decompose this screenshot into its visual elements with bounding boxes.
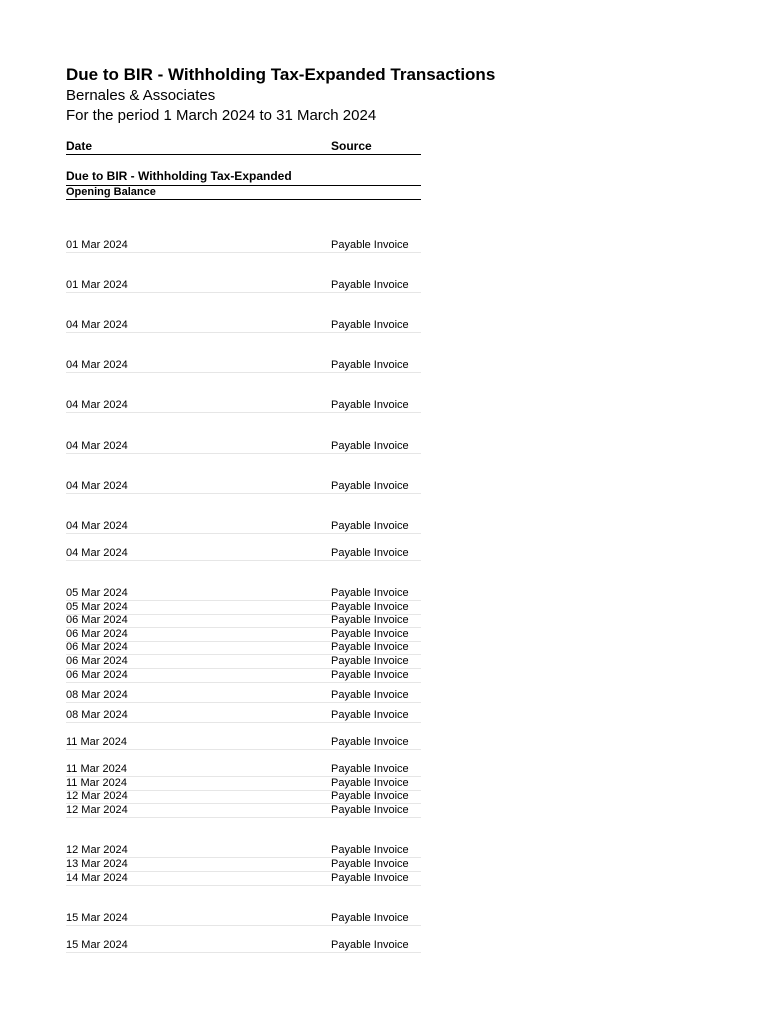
row-date: 15 Mar 2024 (66, 939, 128, 951)
row-date: 04 Mar 2024 (66, 520, 128, 532)
row-source: Payable Invoice (331, 804, 409, 816)
row-source: Payable Invoice (331, 939, 409, 951)
row-source: Payable Invoice (331, 641, 409, 653)
row-source: Payable Invoice (331, 319, 409, 331)
table-row (66, 561, 421, 601)
row-source: Payable Invoice (331, 239, 409, 251)
row-date: 13 Mar 2024 (66, 858, 128, 870)
table-row (66, 253, 421, 293)
report-period: For the period 1 March 2024 to 31 March 2024 (66, 107, 377, 124)
table-row (66, 777, 421, 791)
row-source: Payable Invoice (331, 279, 409, 291)
row-date: 04 Mar 2024 (66, 359, 128, 371)
table-row (66, 791, 421, 804)
row-date: 08 Mar 2024 (66, 689, 128, 701)
table-row (66, 413, 421, 454)
row-source: Payable Invoice (331, 858, 409, 870)
table-row (66, 213, 421, 253)
column-header-source: Source (331, 139, 372, 153)
row-date: 12 Mar 2024 (66, 790, 128, 802)
row-date: 12 Mar 2024 (66, 844, 128, 856)
table-row (66, 494, 421, 534)
row-date: 06 Mar 2024 (66, 641, 128, 653)
column-header-row (66, 138, 421, 155)
table-row (66, 601, 421, 615)
row-date: 04 Mar 2024 (66, 547, 128, 559)
table-row (66, 804, 421, 818)
table-row (66, 858, 421, 872)
table-row (66, 818, 421, 858)
row-source: Payable Invoice (331, 440, 409, 452)
row-date: 11 Mar 2024 (66, 736, 127, 748)
row-date: 04 Mar 2024 (66, 399, 128, 411)
row-source: Payable Invoice (331, 912, 409, 924)
row-date: 15 Mar 2024 (66, 912, 128, 924)
table-row (66, 886, 421, 926)
table-row (66, 333, 421, 373)
table-row (66, 655, 421, 669)
table-row (66, 872, 421, 886)
row-source: Payable Invoice (331, 587, 409, 599)
report-title: Due to BIR - Withholding Tax-Expanded Transactions (66, 65, 496, 84)
table-row (66, 926, 421, 953)
table-row (66, 293, 421, 333)
company-name: Bernales & Associates (66, 87, 216, 104)
table-row (66, 642, 421, 655)
row-source: Payable Invoice (331, 689, 409, 701)
row-date: 04 Mar 2024 (66, 440, 128, 452)
opening-balance-label: Opening Balance (66, 186, 421, 200)
row-date: 01 Mar 2024 (66, 239, 128, 251)
row-source: Payable Invoice (331, 480, 409, 492)
row-source: Payable Invoice (331, 547, 409, 559)
row-date: 06 Mar 2024 (66, 655, 128, 667)
table-row (66, 628, 421, 642)
table-row (66, 615, 421, 628)
row-date: 05 Mar 2024 (66, 601, 128, 613)
row-date: 06 Mar 2024 (66, 669, 128, 681)
row-date: 14 Mar 2024 (66, 872, 128, 884)
row-source: Payable Invoice (331, 359, 409, 371)
table-row (66, 683, 421, 703)
report-page (66, 0, 496, 1024)
table-row (66, 534, 421, 561)
table-row (66, 750, 421, 777)
table-row (66, 703, 421, 723)
section-heading: Due to BIR - Withholding Tax-Expanded (66, 169, 421, 186)
row-source: Payable Invoice (331, 669, 409, 681)
row-source: Payable Invoice (331, 763, 409, 775)
row-date: 01 Mar 2024 (66, 279, 128, 291)
row-date: 06 Mar 2024 (66, 628, 128, 640)
table-row (66, 454, 421, 494)
row-source: Payable Invoice (331, 614, 409, 626)
row-date: 05 Mar 2024 (66, 587, 128, 599)
row-source: Payable Invoice (331, 709, 409, 721)
row-source: Payable Invoice (331, 601, 409, 613)
row-source: Payable Invoice (331, 520, 409, 532)
row-date: 08 Mar 2024 (66, 709, 128, 721)
row-date: 11 Mar 2024 (66, 777, 127, 789)
table-row (66, 669, 421, 683)
table-row (66, 723, 421, 750)
row-source: Payable Invoice (331, 872, 409, 884)
row-date: 04 Mar 2024 (66, 319, 128, 331)
row-source: Payable Invoice (331, 736, 409, 748)
row-source: Payable Invoice (331, 777, 409, 789)
row-source: Payable Invoice (331, 844, 409, 856)
row-date: 11 Mar 2024 (66, 763, 127, 775)
column-header-date: Date (66, 139, 93, 153)
row-source: Payable Invoice (331, 790, 409, 802)
row-source: Payable Invoice (331, 628, 409, 640)
row-date: 06 Mar 2024 (66, 614, 128, 626)
row-source: Payable Invoice (331, 655, 409, 667)
row-source: Payable Invoice (331, 399, 409, 411)
table-row (66, 373, 421, 413)
row-date: 04 Mar 2024 (66, 480, 128, 492)
row-date: 12 Mar 2024 (66, 804, 128, 816)
